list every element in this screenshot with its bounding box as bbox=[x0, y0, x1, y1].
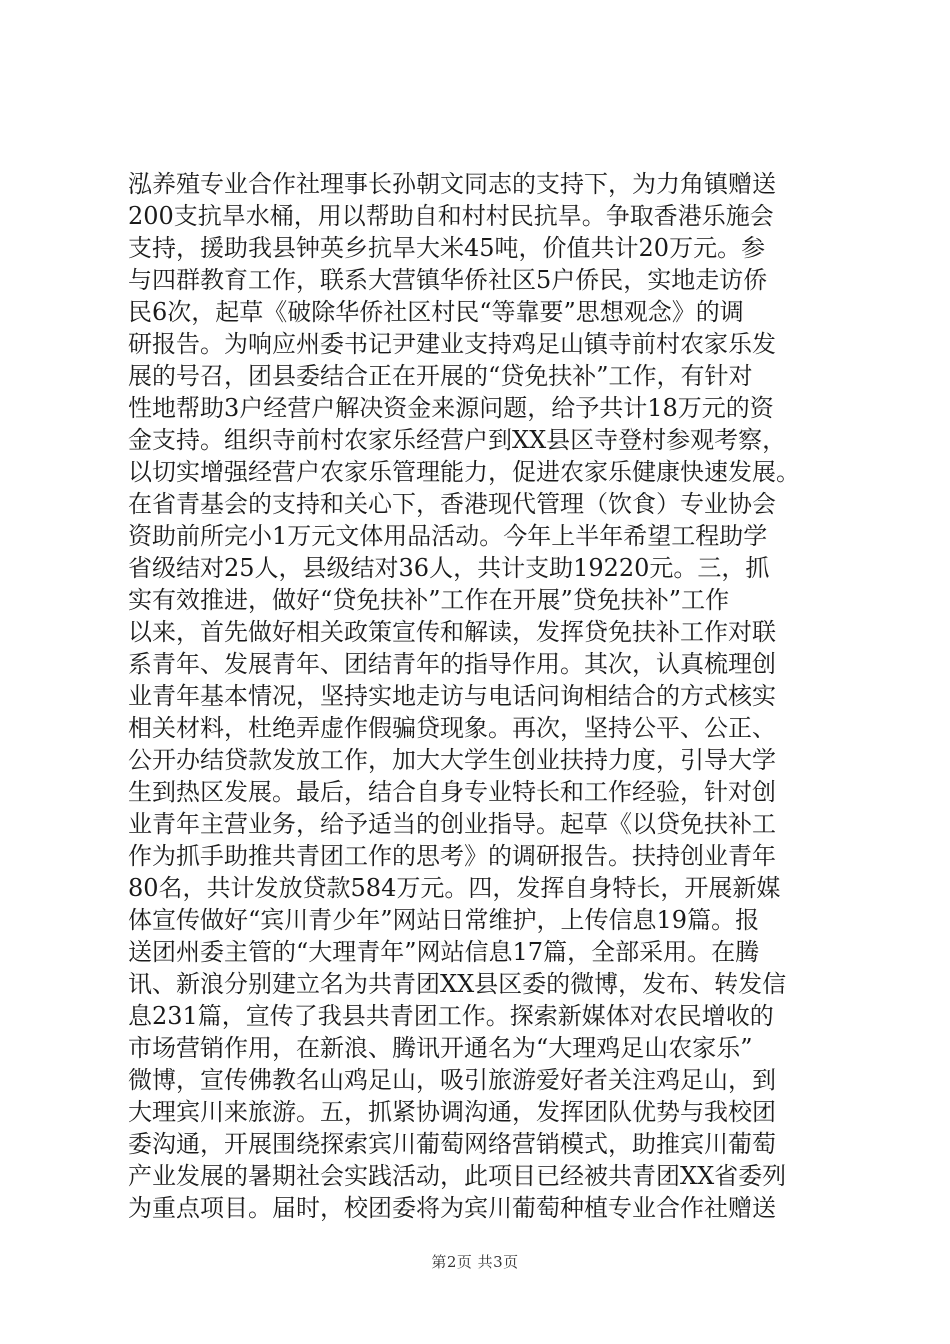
text-line: 实有效推进，做好“贷免扶补”工作在开展”贷免扶补”工作 bbox=[128, 586, 730, 614]
text-line: 生到热区发展。最后，结合自身专业特长和工作经验，针对创 bbox=[128, 778, 776, 806]
text-line: 委沟通，开展围绕探索宾川葡萄网络营销模式，助推宾川葡萄 bbox=[128, 1130, 776, 1158]
page-footer: 第2页 共3页 bbox=[431, 1253, 519, 1271]
text-line: 业青年主营业务，给予适当的创业指导。起草《以贷免扶补工 bbox=[128, 810, 776, 838]
text-line: 支持，援助我县钟英乡抗旱大米45吨，价值共计20万元。参 bbox=[128, 234, 766, 262]
text-line: 与四群教育工作，联系大营镇华侨社区5户侨民，实地走访侨 bbox=[128, 266, 768, 294]
text-line: 80名，共计发放贷款584万元。四，发挥自身特长，开展新媒 bbox=[128, 874, 781, 902]
text-line: 民6次，起草《破除华侨社区村民“等靠要”思想观念》的调 bbox=[128, 298, 744, 326]
text-line: 以切实增强经营户农家乐管理能力，促进农家乐健康快速发展。 bbox=[128, 458, 800, 486]
text-line: 资助前所完小1万元文体用品活动。今年上半年希望工程助学 bbox=[128, 522, 768, 550]
text-line: 性地帮助3户经营户解决资金来源问题，给予共计18万元的资 bbox=[128, 394, 774, 422]
text-line: 息231篇，宣传了我县共青团工作。探索新媒体对农民增收的 bbox=[128, 1002, 774, 1030]
text-line: 研报告。为响应州委书记尹建业支持鸡足山镇寺前村农家乐发 bbox=[128, 330, 776, 358]
text-line: 省级结对25人，县级结对36人，共计支助19220元。三，抓 bbox=[128, 554, 770, 582]
text-line: 体宣传做好“宾川青少年”网站日常维护，上传信息19篇。报 bbox=[128, 906, 760, 934]
text-line: 相关材料，杜绝弄虚作假骗贷现象。再次，坚持公平、公正、 bbox=[128, 714, 776, 742]
text-line: 市场营销作用，在新浪、腾讯开通名为“大理鸡足山农家乐” bbox=[128, 1034, 753, 1062]
text-line: 200支抗旱水桶，用以帮助自和村村民抗旱。争取香港乐施会 bbox=[128, 202, 774, 230]
text-line: 为重点项目。届时，校团委将为宾川葡萄种植专业合作社赠送 bbox=[128, 1194, 776, 1222]
text-line: 大理宾川来旅游。五，抓紧协调沟通，发挥团队优势与我校团 bbox=[128, 1098, 776, 1126]
text-line: 展的号召，团县委结合正在开展的“贷免扶补”工作，有针对 bbox=[128, 362, 753, 390]
text-line: 微博，宣传佛教名山鸡足山，吸引旅游爱好者关注鸡足山，到 bbox=[128, 1066, 776, 1094]
text-line: 金支持。组织寺前村农家乐经营户到XX县区寺登村参观考察， bbox=[128, 426, 787, 454]
body-text bbox=[128, 168, 828, 1224]
text-line: 讯、新浪分别建立名为共青团XX县区委的微博，发布、转发信 bbox=[128, 970, 787, 998]
text-line: 作为抓手助推共青团工作的思考》的调研报告。扶持创业青年 bbox=[128, 842, 776, 870]
text-line: 泓养殖专业合作社理事长孙朝文同志的支持下，为力角镇赠送 bbox=[128, 170, 776, 198]
text-line: 业青年基本情况，坚持实地走访与电话问询相结合的方式核实 bbox=[128, 682, 776, 710]
text-line: 公开办结贷款发放工作，加大大学生创业扶持力度，引导大学 bbox=[128, 746, 776, 774]
text-line: 在省青基会的支持和关心下，香港现代管理（饮食）专业协会 bbox=[128, 490, 776, 518]
text-line: 系青年、发展青年、团结青年的指导作用。其次，认真梳理创 bbox=[128, 650, 776, 678]
text-line: 产业发展的暑期社会实践活动，此项目已经被共青团XX省委列 bbox=[128, 1162, 787, 1190]
text-line: 以来，首先做好相关政策宣传和解读，发挥贷免扶补工作对联 bbox=[128, 618, 776, 646]
text-line: 送团州委主管的“大理青年”网站信息17篇，全部采用。在腾 bbox=[128, 938, 760, 966]
